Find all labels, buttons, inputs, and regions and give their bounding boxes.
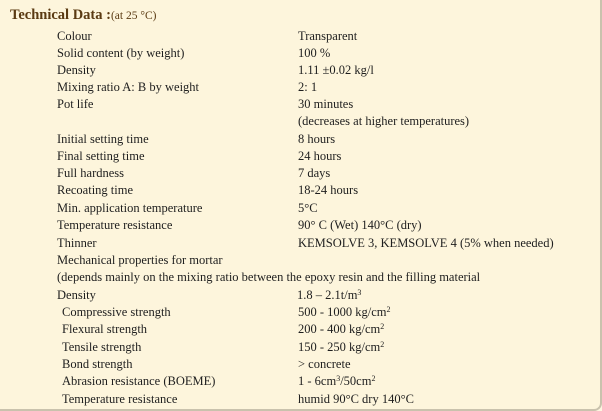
spec-row-initial-setting (0, 131, 600, 148)
superscript: 2 (380, 340, 385, 349)
spec-row-mixing-ratio (0, 79, 600, 96)
spec-value: 8 hours (298, 132, 336, 146)
superscript: 3 (357, 288, 362, 297)
superscript: 2 (371, 374, 376, 383)
spec-label: Bond strength (62, 357, 133, 371)
spec-row-density (0, 62, 600, 79)
section-title (10, 7, 156, 24)
spec-value: 2: 1 (298, 80, 318, 94)
spec-row-full-hardness (0, 165, 600, 182)
spec-value: 7 days (298, 166, 331, 180)
spec-row-pot-life (0, 96, 600, 113)
spec-value: 5°C (298, 201, 318, 215)
spec-row-temp-resistance (0, 217, 600, 234)
spec-value-note: (decreases at higher temperatures) (298, 114, 470, 128)
mortar-row-density (0, 287, 600, 304)
superscript: 2 (386, 305, 391, 314)
spec-label: Colour (57, 29, 92, 43)
spec-label: Compressive strength (62, 305, 171, 319)
spec-label: Density (57, 288, 96, 302)
superscript: 2 (380, 322, 385, 331)
mortar-row-tensile (0, 339, 600, 356)
spec-value: $1 - 6cm^3/50cm^2$ (298, 374, 376, 388)
spec-value: 500 - 1000 $kg/cm^2$ (298, 305, 391, 319)
spec-value: 18-24 hours (298, 183, 359, 197)
spec-value: Transparent (298, 29, 358, 43)
spec-row-final-setting (0, 148, 600, 165)
spec-row-solid-content (0, 45, 600, 62)
mortar-row-compressive (0, 304, 600, 321)
spec-value: 150 - 250 $kg/cm^2$ (298, 340, 385, 354)
mortar-note: (depends mainly on the mixing ratio between the epoxy resin and the filling material (57, 270, 481, 284)
spec-row-colour (0, 28, 600, 45)
mortar-heading: Mechanical properties for mortar (57, 253, 223, 267)
spec-value: $1.8 - 2.1t/m^3$ (297, 288, 362, 302)
spec-label: Flexural strength (62, 322, 148, 336)
spec-label: Temperature resistance (57, 218, 173, 232)
spec-row-recoating (0, 182, 600, 199)
spec-value: 30 minutes (298, 97, 354, 111)
spec-value: humid 90°C dry 140°C (298, 392, 414, 406)
spec-value: 1.11 ±0.02 kg/l (298, 63, 374, 77)
spec-label: Pot life (57, 97, 94, 111)
spec-label: Thinner (57, 236, 97, 250)
spec-label: Mixing ratio A: B by weight (57, 80, 200, 94)
mortar-row-temp-resistance (0, 391, 600, 408)
spec-label: Solid content (by weight) (57, 46, 185, 60)
spec-value: KEMSOLVE 3, KEMSOLVE 4 (5% when needed) (298, 236, 554, 250)
spec-value: 100 % (298, 46, 331, 60)
spec-label: Initial setting time (57, 132, 149, 146)
spec-value: 24 hours (298, 149, 342, 163)
spec-label: Recoating time (57, 183, 134, 197)
spec-label: Density (57, 63, 96, 77)
spec-label: Final setting time (57, 149, 145, 163)
spec-value: 90° C (Wet) 140°C (dry) (298, 218, 422, 232)
spec-row-pot-life-note (0, 113, 600, 130)
title-text: Technical Data : (10, 7, 111, 23)
spec-row-thinner (0, 235, 600, 252)
spec-label: Tensile strength (62, 340, 142, 354)
spec-value: > concrete (298, 357, 351, 371)
spec-value: 200 - 400 $kg/cm^2$ (298, 322, 385, 336)
spec-label: Abrasion resistance (BOEME) (62, 374, 216, 388)
superscript: 3 (336, 374, 341, 383)
mortar-row-bond (0, 356, 600, 373)
spec-label: Full hardness (57, 166, 125, 180)
mortar-row-flexural (0, 321, 600, 338)
title-condition: (at 25 °C) (110, 10, 157, 22)
mortar-row-abrasion (0, 373, 600, 390)
spec-row-min-temp (0, 200, 600, 217)
spec-label: Temperature resistance (62, 392, 178, 406)
spec-label: Min. application temperature (57, 201, 203, 215)
